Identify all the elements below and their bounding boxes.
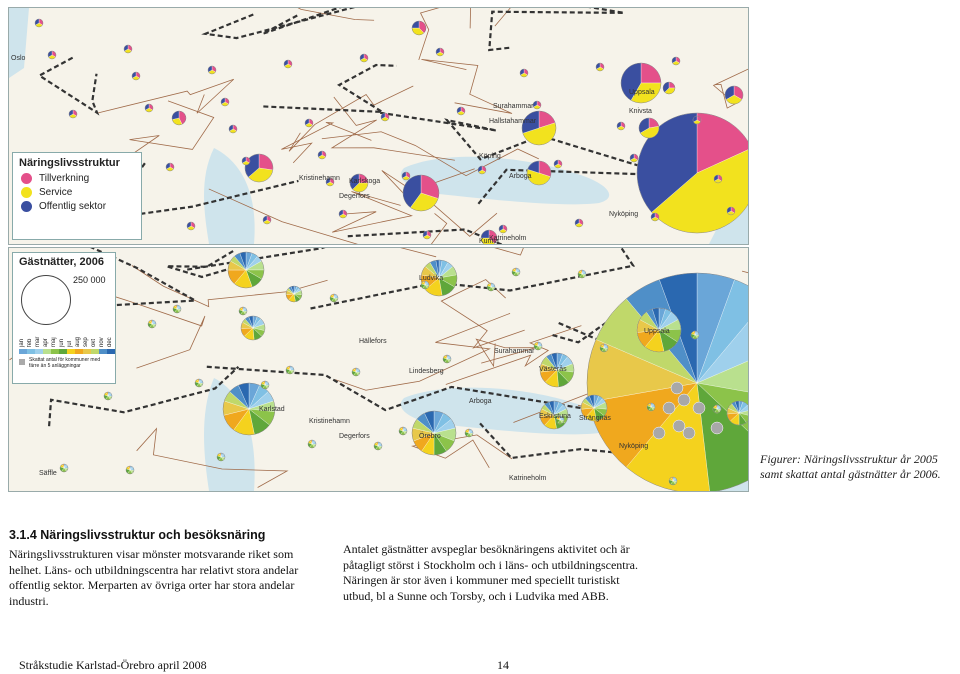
small-industry-pie <box>132 72 140 80</box>
month-label: jul <box>67 340 73 347</box>
estimated-grey-circle <box>671 382 683 394</box>
place-label: Knivsta <box>629 108 652 115</box>
guest-nights-pie <box>286 286 302 302</box>
industry-pie <box>621 63 661 103</box>
small-industry-pie <box>166 163 174 171</box>
small-industry-pie <box>575 219 583 227</box>
small-industry-pie <box>554 160 562 168</box>
month-color-swatch <box>91 349 99 354</box>
place-label: Kristinehamn <box>299 175 340 182</box>
small-industry-pie <box>284 60 292 68</box>
place-label: Kumla <box>479 238 499 244</box>
estimate-note: Skattat antal för kommuner med färre än 5 anläggningar <box>29 357 101 369</box>
month-labels <box>19 327 115 347</box>
small-industry-pie <box>339 210 347 218</box>
small-guest-pie <box>669 477 677 485</box>
industry-pie <box>522 111 556 145</box>
place-label: Oslo <box>11 55 26 62</box>
industry-pie <box>245 154 273 182</box>
place-label: Eskilstuna <box>539 413 571 420</box>
legend-item-public-sector <box>21 201 141 212</box>
small-guest-pie <box>578 270 586 278</box>
small-industry-pie <box>48 51 56 59</box>
guest-nights-map <box>8 247 749 492</box>
small-industry-pie <box>478 166 486 174</box>
blue-dot-icon <box>21 201 32 212</box>
small-industry-pie <box>457 107 465 115</box>
small-guest-pie <box>173 305 181 313</box>
guest-nights-legend <box>12 252 116 384</box>
small-industry-pie <box>402 172 410 180</box>
section-heading: 3.1.4 Näringslivsstruktur och besöksnäring <box>9 528 266 542</box>
industry-legend-title: Näringslivsstruktur <box>19 157 120 169</box>
place-label: Degerfors <box>339 433 370 440</box>
small-industry-pie <box>360 54 368 62</box>
small-guest-pie <box>443 355 451 363</box>
place-label: Hällefors <box>359 338 387 345</box>
small-guest-pie <box>308 440 316 448</box>
place-label: Surahammar <box>494 348 535 355</box>
month-color-swatch <box>19 349 27 354</box>
month-label: okt <box>91 338 97 347</box>
month-color-swatch <box>59 349 67 354</box>
place-label: Strängnäs <box>579 415 611 422</box>
small-guest-pie <box>691 331 699 339</box>
month-color-swatch <box>35 349 43 354</box>
figure-caption: Figurer: Näringslivsstruktur år 2005 samt skattat antal gästnätter år 2006. <box>760 452 941 481</box>
small-industry-pie <box>499 225 507 233</box>
month-color-swatch <box>67 349 75 354</box>
month-color-swatch <box>27 349 35 354</box>
small-guest-pie <box>512 268 520 276</box>
small-industry-pie <box>533 101 541 109</box>
month-color-swatch <box>83 349 91 354</box>
estimated-grey-circle <box>678 394 690 406</box>
place-label: Degerfors <box>339 193 370 200</box>
small-guest-pie <box>60 464 68 472</box>
small-industry-pie <box>145 104 153 112</box>
month-label: sep <box>83 337 89 347</box>
small-industry-pie <box>693 116 701 124</box>
place-label: Örebro <box>419 433 441 440</box>
small-industry-pie <box>727 207 735 215</box>
guest-nights-map-canvas <box>9 248 748 491</box>
small-industry-pie <box>229 125 237 133</box>
small-industry-pie <box>423 231 431 239</box>
estimated-grey-swatch <box>19 359 25 365</box>
month-label: jun <box>59 338 65 347</box>
month-color-swatch <box>75 349 83 354</box>
place-label: Surahammar <box>493 103 534 110</box>
small-guest-pie <box>239 307 247 315</box>
small-guest-pie <box>465 429 473 437</box>
small-industry-pie <box>520 69 528 77</box>
estimated-grey-circle <box>673 420 685 432</box>
small-guest-pie <box>647 403 655 411</box>
small-industry-pie <box>318 151 326 159</box>
small-industry-pie <box>124 45 132 53</box>
legend-label: Tillverkning <box>39 173 90 184</box>
industry-pie <box>412 21 426 35</box>
small-guest-pie <box>487 283 495 291</box>
small-guest-pie <box>399 427 407 435</box>
industry-pie <box>725 86 743 104</box>
industry-legend <box>12 152 142 240</box>
place-label: Karlskoga <box>349 178 381 185</box>
place-label: Uppsala <box>629 89 655 96</box>
estimated-grey-circle <box>653 427 665 439</box>
small-guest-pie <box>421 281 429 289</box>
small-guest-pie <box>352 368 360 376</box>
guest-nights-pie <box>228 252 264 288</box>
month-label: mar <box>35 336 41 347</box>
place-label: Nyköping <box>609 211 639 218</box>
small-industry-pie <box>596 63 604 71</box>
month-color-swatch <box>99 349 107 354</box>
small-industry-pie <box>672 57 680 65</box>
small-industry-pie <box>617 122 625 130</box>
place-label: Katrineholm <box>489 235 527 242</box>
place-label: Uppsala <box>644 328 670 335</box>
small-guest-pie <box>534 342 542 350</box>
month-color-swatch <box>51 349 59 354</box>
small-guest-pie <box>261 381 269 389</box>
guest-nights-legend-title: Gästnätter, 2006 <box>19 256 104 268</box>
place-label: Västerås <box>539 366 567 373</box>
place-label: Köping <box>479 153 501 160</box>
place-label: Ludvika <box>419 275 444 282</box>
small-guest-pie <box>104 392 112 400</box>
size-reference-label: 250 000 <box>73 275 106 285</box>
pink-dot-icon <box>21 173 32 184</box>
month-label: apr <box>43 338 49 347</box>
estimated-grey-circle <box>663 402 675 414</box>
place-label: Säffle <box>39 470 57 477</box>
industry-pie <box>172 111 186 125</box>
small-guest-pie <box>148 320 156 328</box>
small-industry-pie <box>187 222 195 230</box>
month-label: maj <box>51 337 57 347</box>
place-label: Kristinehamn <box>309 418 350 425</box>
month-color-swatch <box>43 349 51 354</box>
small-industry-pie <box>208 66 216 74</box>
small-industry-pie <box>436 48 444 56</box>
place-label: Arboga <box>509 173 532 180</box>
right-paragraph: Antalet gästnätter avspeglar besöknäringens aktivitet och är påtagligt störst i Stockholm och i läns- och utbildningscentra. Näringen är stor även i kommuner med speciellt turistiskt utbud, bl a Sunne och Torsby, och i Ludvika med ABB. <box>343 542 638 603</box>
small-industry-pie <box>221 98 229 106</box>
footer-title: Stråkstudie Karlstad-Örebro april 2008 <box>19 658 207 672</box>
month-color-swatch <box>107 349 115 354</box>
small-industry-pie <box>263 216 271 224</box>
month-color-bars <box>19 349 115 354</box>
legend-label: Offentlig sektor <box>39 201 107 212</box>
small-industry-pie <box>714 175 722 183</box>
month-label: jan <box>19 338 25 347</box>
place-label: Nyköping <box>619 443 649 450</box>
small-industry-pie <box>242 157 250 165</box>
size-reference-circle <box>21 275 71 325</box>
month-label: feb <box>27 338 33 347</box>
yellow-dot-icon <box>21 187 32 198</box>
small-guest-pie <box>217 453 225 461</box>
legend-item-service <box>21 187 141 198</box>
small-industry-pie <box>35 19 43 27</box>
month-label: nov <box>99 337 105 347</box>
estimated-grey-circle <box>711 422 723 434</box>
small-guest-pie <box>600 344 608 352</box>
place-label: Hallstahammar <box>489 118 537 125</box>
place-label: Katrineholm <box>509 475 547 482</box>
small-industry-pie <box>305 119 313 127</box>
place-label: Arboga <box>469 398 492 405</box>
small-guest-pie <box>330 294 338 302</box>
industry-pie <box>663 82 675 94</box>
small-guest-pie <box>195 379 203 387</box>
small-industry-pie <box>381 113 389 121</box>
industry-pie <box>639 118 659 138</box>
legend-label: Service <box>39 187 73 198</box>
industry-pie <box>403 175 439 211</box>
guest-nights-pie <box>241 316 265 340</box>
small-guest-pie <box>126 466 134 474</box>
legend-item-manufacturing <box>21 173 141 184</box>
page-number: 14 <box>497 658 509 672</box>
small-guest-pie <box>286 366 294 374</box>
small-industry-pie <box>651 213 659 221</box>
month-label: dec <box>107 337 113 347</box>
place-label: Lindesberg <box>409 368 444 375</box>
estimated-grey-circle <box>683 427 695 439</box>
place-label: Karlstad <box>259 406 285 413</box>
small-guest-pie <box>713 405 721 413</box>
small-industry-pie <box>69 110 77 118</box>
small-industry-pie <box>630 154 638 162</box>
left-paragraph: Näringslivsstrukturen visar mönster motsvarande riket som helhet. Läns- och utbildningscentra har relativt stora andelar offentlig sektor. Merparten av övriga orter har stora andelar industri. <box>9 547 299 608</box>
estimated-grey-circle <box>693 402 705 414</box>
small-guest-pie <box>374 442 382 450</box>
month-label: aug <box>75 336 81 347</box>
